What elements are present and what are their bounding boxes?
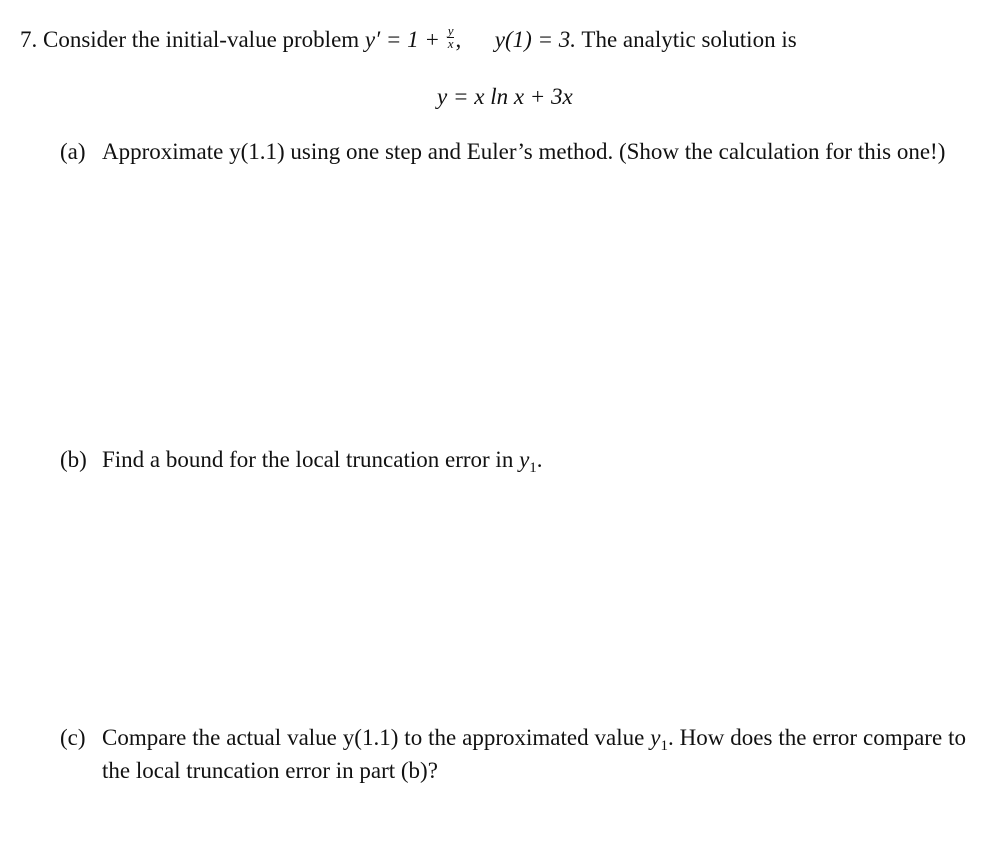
ode-separator: , (455, 27, 462, 52)
part-b-text-post: . (536, 447, 543, 472)
part-c (60, 723, 966, 786)
part-b-text (102, 445, 966, 478)
part-c-label: (c) (60, 725, 86, 750)
problem-intro: Consider the initial-value problem (43, 27, 360, 52)
part-b-label: (b) (60, 447, 87, 472)
part-c-text-a: Compare the actual value y(1.1) to the approximated value (102, 725, 651, 750)
part-b-sub: 1 (529, 460, 537, 476)
fraction-numerator: y (447, 23, 454, 39)
ode-lhs: y′ = 1 + (364, 27, 446, 52)
part-c-sub: 1 (660, 738, 668, 754)
part-b (60, 445, 966, 478)
problem-statement (20, 25, 797, 55)
part-c-text-b: . How does the error compare to the local truncation error in part (b)? (102, 725, 966, 783)
part-c-var: y (650, 725, 661, 750)
problem-number: 7. (20, 27, 38, 52)
part-b-var: y (519, 447, 530, 472)
fraction-denominator: x (447, 36, 454, 52)
part-a-text: Approximate y(1.1) using one step and Euler’s method. (Show the calculation for this one!) (102, 139, 946, 164)
part-c-text (102, 723, 966, 786)
ode-fraction (447, 25, 455, 50)
part-a (60, 137, 966, 167)
analytic-solution: y = x ln x + 3x (437, 84, 573, 109)
problem-intro-tail: The analytic solution is (581, 27, 797, 52)
part-a-label: (a) (60, 139, 86, 164)
part-b-text-pre: Find a bound for the local truncation error in (102, 447, 520, 472)
initial-condition: y(1) = 3. (494, 27, 577, 52)
